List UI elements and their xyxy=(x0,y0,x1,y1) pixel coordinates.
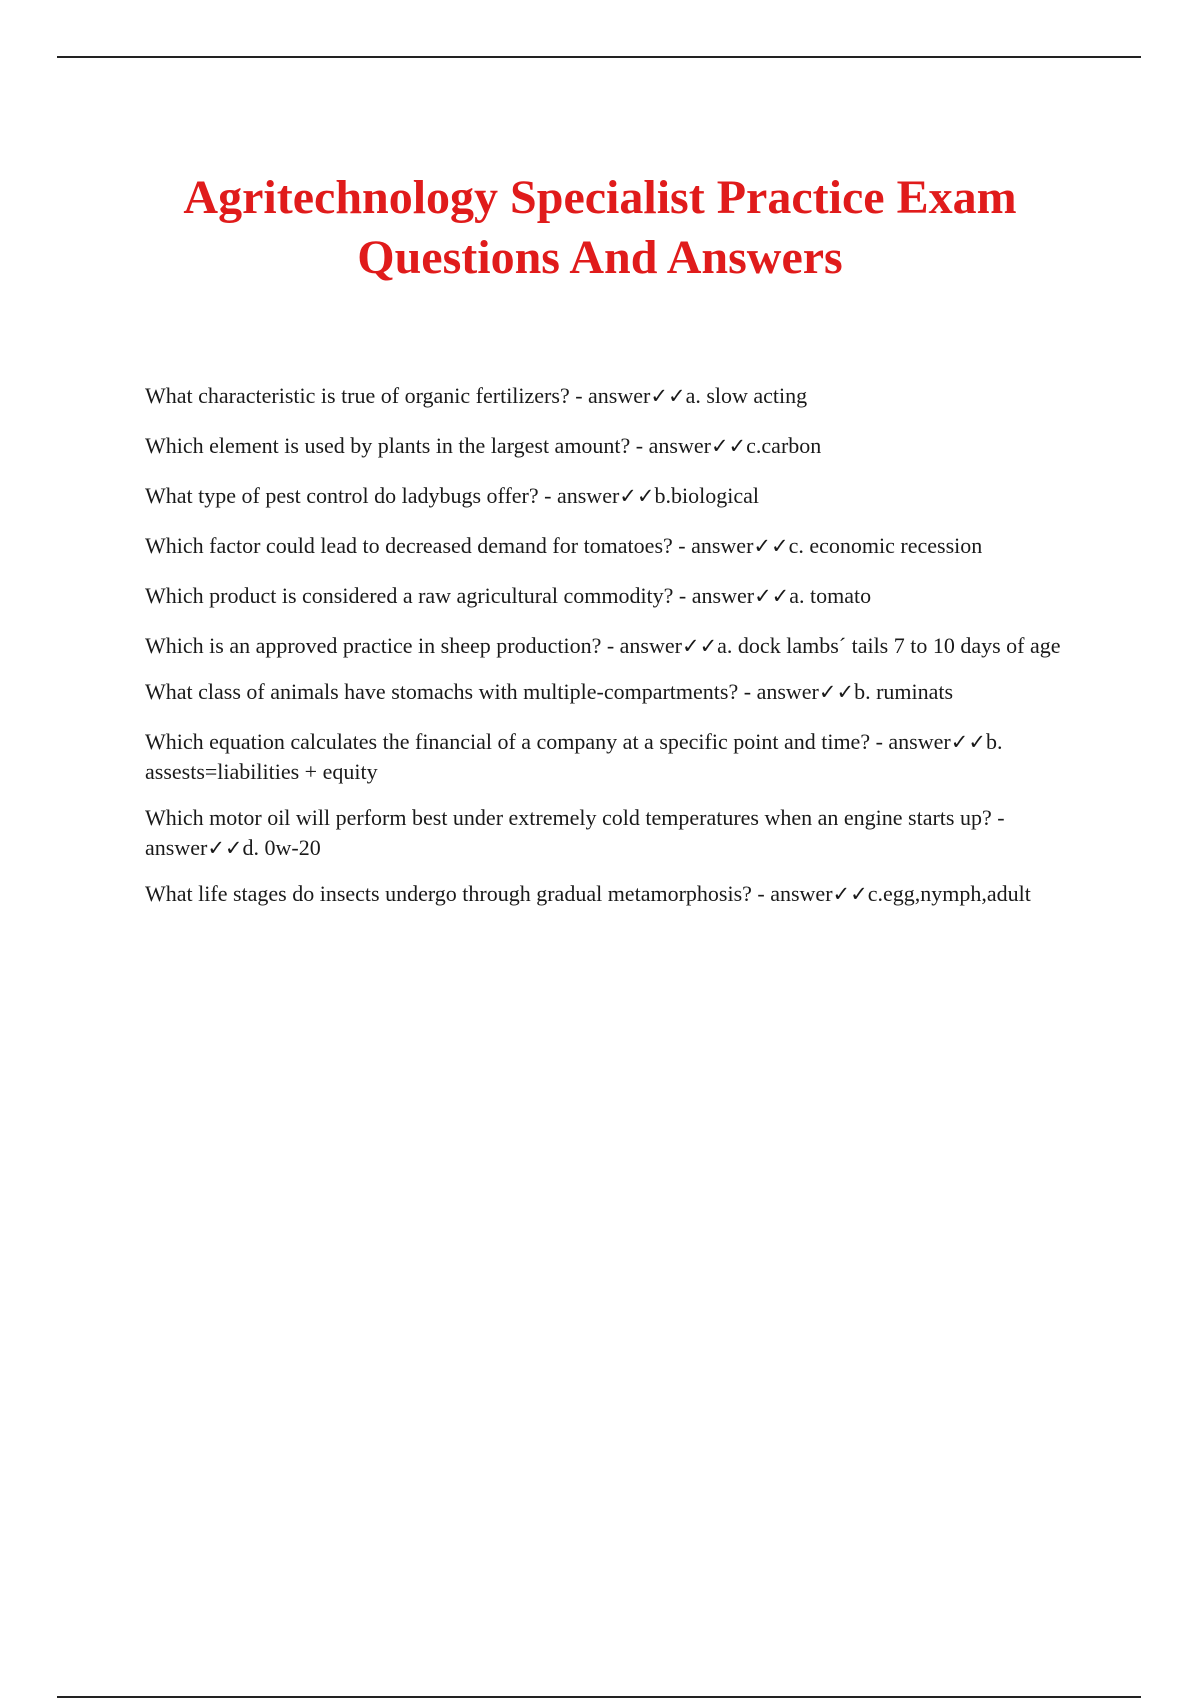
qa-list xyxy=(145,381,1095,925)
qa-item-3 xyxy=(145,481,1095,511)
answer-text: c.egg,nymph,adult xyxy=(867,881,1031,906)
answer-marker: answer xyxy=(588,383,651,408)
question-text: What class of animals have stomachs with multiple-compartments? - xyxy=(145,679,757,704)
answer-marker: answer xyxy=(756,679,819,704)
answer-text: c. economic recession xyxy=(788,533,983,558)
qa-item-8 xyxy=(145,727,1095,787)
qa-item-2 xyxy=(145,431,1095,461)
answer-text: a. tomato xyxy=(789,583,872,608)
qa-item-10 xyxy=(145,879,1095,909)
answer-marker: answer xyxy=(770,881,833,906)
answer-text: a. dock lambs´ tails 7 to 10 days of age xyxy=(717,633,1061,658)
check-icon: ✓✓ xyxy=(950,730,986,754)
document-title xyxy=(120,168,1080,288)
question-text: What characteristic is true of organic fertilizers? - xyxy=(145,383,589,408)
check-icon: ✓✓ xyxy=(818,680,855,704)
answer-marker: answer xyxy=(691,583,755,608)
check-icon: ✓✓ xyxy=(754,584,790,608)
answer-text: d. 0w-20 xyxy=(242,835,321,860)
qa-item-9 xyxy=(145,803,1095,863)
question-text: What type of pest control do ladybugs offer? - xyxy=(145,483,557,508)
qa-item-1 xyxy=(145,381,1095,411)
answer-marker: answer xyxy=(888,729,951,754)
question-text: Which product is considered a raw agricultural commodity? - xyxy=(145,583,692,608)
qa-item-5 xyxy=(145,581,1095,611)
answer-text: a. slow acting xyxy=(685,383,808,408)
title-line-2: Questions And Answers xyxy=(357,231,843,284)
check-icon: ✓✓ xyxy=(650,384,686,408)
question-text: Which factor could lead to decreased demand for tomatoes? - xyxy=(145,533,692,558)
answer-marker: answer xyxy=(619,633,682,658)
question-text: Which is an approved practice in sheep production? - xyxy=(145,633,620,658)
answer-marker: answer xyxy=(556,483,620,508)
check-icon: ✓✓ xyxy=(753,534,789,558)
check-icon: ✓✓ xyxy=(207,836,243,860)
qa-item-4 xyxy=(145,531,1095,561)
answer-text: b. assests=liabilities + equity xyxy=(145,729,1003,784)
answer-text: b.biological xyxy=(654,483,759,508)
answer-text: c.carbon xyxy=(746,433,822,458)
check-icon: ✓✓ xyxy=(619,484,655,508)
answer-marker: answer xyxy=(648,433,711,458)
answer-marker: answer xyxy=(145,835,208,860)
title-line-1: Agritechnology Specialist Practice Exam xyxy=(183,171,1017,224)
answer-marker: answer xyxy=(691,533,754,558)
qa-item-6 xyxy=(145,631,1095,661)
check-icon: ✓✓ xyxy=(832,882,868,906)
check-icon: ✓✓ xyxy=(681,634,718,658)
answer-text: b. ruminats xyxy=(854,679,954,704)
check-icon: ✓✓ xyxy=(710,434,747,458)
question-text: Which equation calculates the financial of a company at a specific point and time? - xyxy=(145,729,889,754)
question-text: What life stages do insects undergo through gradual metamorphosis? - xyxy=(145,881,771,906)
bottom-rule xyxy=(57,1696,1141,1698)
question-text: Which element is used by plants in the largest amount? - xyxy=(145,433,649,458)
question-text: Which motor oil will perform best under extremely cold temperatures when an engine starts up? - xyxy=(145,805,1005,830)
qa-item-7 xyxy=(145,677,1095,707)
top-rule xyxy=(57,56,1141,58)
